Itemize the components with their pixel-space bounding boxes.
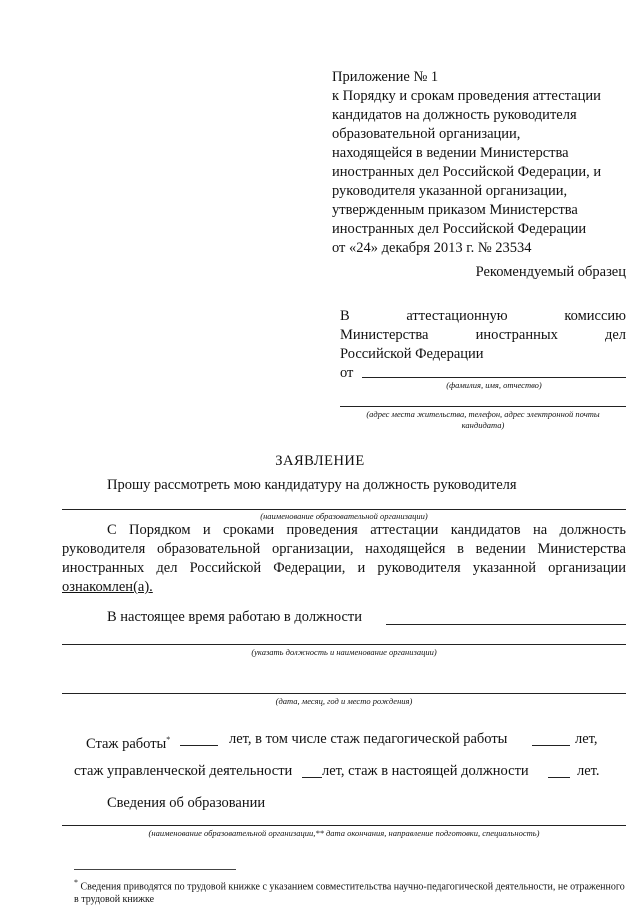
experience-pedagogical-input[interactable] [532,745,570,746]
address-input-line[interactable] [340,406,626,407]
appendix-line: находящейся в ведении Министерства [332,145,569,161]
position-input-line-2[interactable] [62,644,626,645]
appendix-line: образовательной организации, [332,126,521,142]
appendix-line: кандидатов на должность руководителя [332,107,577,123]
org-name-input-line[interactable] [62,509,626,510]
familiar-underlined: ознакомлен(а). [62,579,153,595]
familiar-paragraph: С Порядком и сроками проведения аттестации кандидатов на должность руководителя образовательной организации, находящейся в ведении Министерства иностранных дел Российской Федерации, и руководителя указанной организации ознакомлен(а). [62,522,626,595]
experience-years-4: лет. [577,763,600,779]
birth-input-line[interactable] [62,693,626,694]
position-hint: (указать должность и наименование организации) [251,647,437,657]
mgmt-label: стаж управленческой деятельности [74,763,293,779]
experience-total-input[interactable] [180,745,218,746]
fio-input-line[interactable] [362,377,626,378]
appendix-line: утвержденным приказом Министерства [332,202,578,218]
appendix-line: иностранных дел Российской Федерации [332,221,587,237]
addressee-block [340,307,626,383]
experience-years-1: лет, в том числе стаж педагогической работы [229,731,508,747]
position-input-line-1[interactable] [386,624,626,625]
education-label: Сведения об образовании [107,795,266,811]
appendix-line: Приложение № 1 [332,69,439,85]
footnote-separator [74,869,236,870]
address-hint-1: (адрес места жительства, телефон, адрес электронной почты [366,409,600,419]
sample-label: Рекомендуемый образец [475,264,626,280]
appendix-line: от «24» декабря 2013 г. № 23534 [332,240,532,256]
appendix-line: к Порядку и срокам проведения аттестации [332,88,601,104]
experience-label: Стаж работы* [86,735,171,752]
org-name-hint: (наименование образовательной организации) [260,511,428,521]
address-hint-2: кандидата) [461,420,505,430]
birth-hint: (дата, месяц, год и место рождения) [275,696,413,706]
from-label: от [340,365,354,381]
experience-mgmt-input[interactable] [302,777,322,778]
addressee-line-1: В аттестационную комиссию [340,308,626,324]
appendix-header [332,68,632,258]
appendix-line: иностранных дел Российской Федерации, и [332,164,602,180]
footnote-mark: * [166,735,171,744]
experience-years-2: лет, [575,731,598,747]
fio-hint: (фамилия, имя, отчество) [446,380,542,390]
experience-current-input[interactable] [548,777,570,778]
education-input-line[interactable] [62,825,626,826]
appendix-line: руководителя указанной организации, [332,183,568,199]
education-hint: (наименование образовательной организации,** дата окончания, направление подготовки, специальность) [148,828,540,838]
experience-years-3: лет, стаж в настоящей должности [322,763,529,779]
request-text: Прошу рассмотреть мою кандидатуру на должность руководителя [107,477,517,493]
addressee-line-2: Министерства иностранных дел [340,327,626,343]
document-title: ЗАЯВЛЕНИЕ [275,453,365,469]
addressee-line-3: Российской Федерации [340,346,484,362]
current-job-text: В настоящее время работаю в должности [107,609,362,625]
footnote: * Сведения приводятся по трудовой книжке с указанием совместительства научно-педагогической деятельности, не отраженного в трудовой книжке [74,878,625,906]
